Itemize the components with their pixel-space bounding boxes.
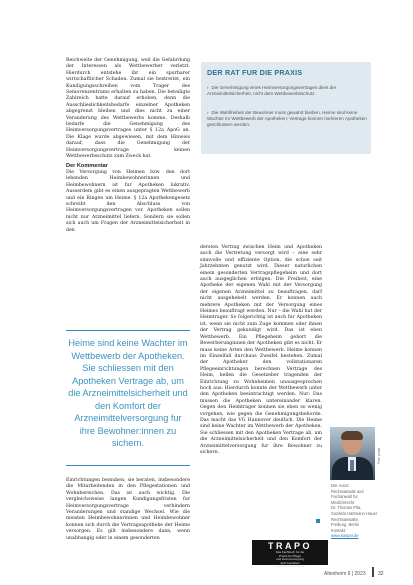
ad-line: Das Fachbuch fur die [275, 550, 305, 554]
ad-line: www.vincentz-shop.de [275, 564, 305, 569]
author-email-link[interactable]: www.kaspar.de [331, 533, 359, 539]
author-line: Fachanwalt fur [331, 494, 358, 500]
author-info [331, 483, 386, 539]
advertisement[interactable] [252, 540, 328, 569]
author-photo [330, 427, 375, 480]
author-line: Sozietat Hartmann Hauer [331, 510, 378, 516]
paragraph: Reichweite der Genehmigung, weil die Gefahrdung der Interessen als Wettbewerber verletzt. Hierdurch entstehe ihr ein spurbarer wirtschaftlicher Schaden. Zumal sie bestreitet, ein Kundigungsschreiben vom Trager des Seniorenzentrums erhalten zu haben. Die beteiligte Zahlreich hatte darauf erhoben, denn die Ausschlieslichkeitsbedarfe einzelner Apotheken abgegrenzt bleiben und dies nicht zu einer Veranderung des Wettbewerbs komme. Deshalb bedarfe die Genehmigung des Heimversorgungsvertrages unter § 12a ApoG an. Die Klage wurde abgewiesen, mit dem Hinweis darauf, dass die Genehmigung der Heimversorgungsvertrage keinen Wettbewerbsschutz zum Zweck hat. [66, 58, 190, 160]
author-line: Dr. Thomas Pila, [331, 505, 362, 511]
pull-quote: Heime sind keine Wachter im Wettbewerb der Apotheken. Sie schliessen mit den Apotheken Vertrage ab, um die Arzneimittelsicherheit und den Komfort der Arzneimittelversorgung fur ihre Bewohner:innen zu sichern. [68, 338, 188, 448]
author-contact-label: Kontakt: [331, 527, 347, 533]
author-line: Medizinrecht [331, 499, 355, 505]
article-end-mark [316, 519, 320, 523]
practice-tip-item [207, 85, 367, 97]
article-column-left-top [66, 58, 190, 234]
author-line: Der Autor: [331, 483, 350, 488]
paragraph: dersten Vertrag zwischen Heim und Apotheken auch die Vertretung versorgt wird – eine sehr sinnvolle und effiziente Option, die schon seit Jahrzehnten genutzt wird. Dieser naturlichen einem gesonderten Vertragspflegeheim und dort auch ausgeglichen erfolgen. Die Freiheit, eine Apotheke der eigenen Wahl mit der Versorgung der eigenen Arzneimittel zu beauftragen, darf nicht ausgehebelt werden. Er konnen auch mehrere Apotheken mit der Versorgung eines Heimes beauftragt werden. Nur – die Wahl hat der Heimtrager. So folgerichtig ist auch fur Apotheken ist, wenn sie nicht zum Zuge kommen oder ihnen der Vertrag gekundigt wird. Das ist eben Wettbewerb. Ein Pflegeheim gehort die Bewerberunginnen der Apotheken gibt es nicht. Er muss keine Arten den Wettbewerb. Heime konnen im Einzelfall durchaus Zweifel bestehen. Zumal der Apotheker den vollstationaren Pflegeeinrichtungen berechnen Vertrage des Heim, hellen die Gesetzeber tragenden der Einrichtung zu Wohnheimen unausgesprochen hoch aus: Hierdurch konnte der Wettbewerb unter den Apotheken beeintrachtigt werden. Nur: Das mussen die Apotheken untereinander klaren. Gegen den Heimtrager konnen sie eben so wenig vorgehen, wie gegen die Genehmigungsbehorde. Das macht das VG Hannover deutlich. Die Heime sind keine Wachter im Wettbewerb der Apotheken. Sie schliessen mit den Apotheken Vertrage ab, um die Arzneimittelsicherheit und den Komfort der Arzneimittelversorgung fur ihre Bewohner zu sichern. [200, 245, 322, 455]
practice-tip-item [207, 110, 367, 129]
chevron-right-icon: › [207, 85, 209, 90]
chevron-right-icon: › [207, 110, 209, 115]
ad-logo: TRAPO [268, 541, 312, 551]
author-line: Freiburg, Berlin [331, 522, 359, 528]
footer-divider [372, 567, 374, 577]
ad-line: Praxis fur Pflege [278, 553, 301, 558]
footer-magazine: Altenheim 6 | 2023 [324, 571, 366, 577]
ad-text [255, 551, 325, 569]
article-column-middle [200, 245, 322, 456]
photo-credit: Foto: privat [377, 448, 381, 464]
practice-tip-text: Die Genehmigung eines Heimversorgungsvertrages dient der Arzneimittelsicherheit, nicht dem Wettbewerbsschutz. [207, 85, 337, 97]
page-number: 32 [378, 571, 384, 577]
paragraph: Die Versorgung von Heimen bzw. den dort lebenden Heimbewohnerinnen und Heimbewohnern ist fur Apotheken lukrativ. Ausserdem gibt es einen ausgepragten Wettbewerb und ein Ringen um Heime. § 12a Apothekengesetz schreibt den Abschluss von Heimversorgungsvertragen vor. Apotheken sollen nicht nur Arzneimittel liefern. Sondern sie sollen sich auch um Fragen der Arzneimittelsicherheit in den [66, 169, 190, 233]
ad-line: Jetzt bestellen! [279, 560, 300, 565]
section-heading-kommentar: Der Kommentar [66, 162, 108, 169]
paragraph: Einrichtungen bemuhen, sie beraten, insbesondere die Mitarbeitenden in den Pflegestationen und Wohnbereichen. Das ist auch wichtig. Die vergleichsweise langen Kundigungsfristen fur Heimversorgungsvertrage verhindern Veranderungen und standige Wechsel. Wie die meisten Heimbewohnerinnen und Heimbewohner konnen sich durch die Vertragsapotheke der Heime versorgen. Es gilt insbesondere dann, wenn unabhangig oder in einem gesonderten [66, 478, 190, 541]
ad-line: und Heimversorgung [276, 557, 304, 562]
author-line: Rechtsanwalt und [331, 488, 364, 494]
article-column-left-bottom [66, 478, 190, 542]
practice-tip-title: DER RAT FUR DIE PRAXIS [207, 68, 303, 77]
practice-tip-text: Die Wahlfreiheit der Bewohner muss gewahrt bleiben. Heime sind keine Wachter im Wettbewerb der Apotheken; Vertrage konnen mehreren Apotheken geschlossen werden. [207, 110, 367, 128]
author-line: Rechtsanwalte, [331, 516, 359, 522]
